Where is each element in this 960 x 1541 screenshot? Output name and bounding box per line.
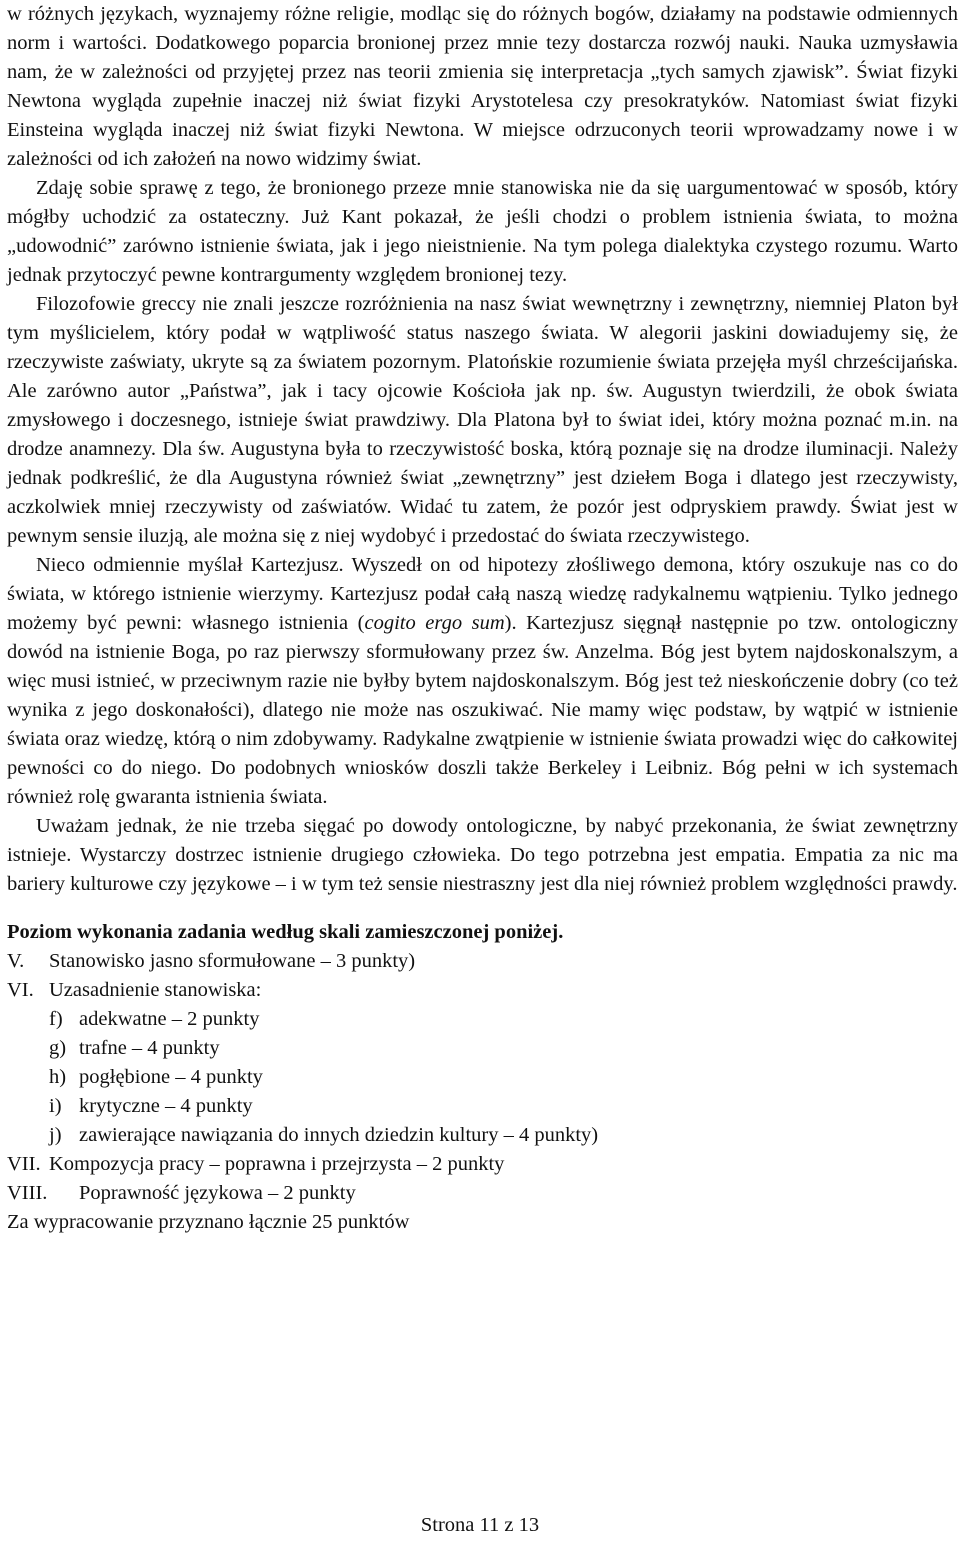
document-page <box>7 0 958 1237</box>
paragraph-intro: w różnych językach, wyznajemy różne religie, modląc się do różnych bogów, działamy na podstawie odmiennych norm i wartości. Dodatkowego poparcia bronionej przez mnie tezy dostarcza rozwój nauki. Nauka uzmysławia nam, że w zależności od przyjętej przez nas teorii zmienia się interpretacja „tych samych zjawisk”. Świat fizyki Newtona wygląda zupełnie inaczej niż świat fizyki Arystotelesa czy presokratyków. Natomiast świat fizyki Einsteina wygląda inaczej niż świat fizyki Newtona. W miejsce odrzuconych teorii wprowadzamy nowe i w zależności od ich założeń na nowo widzimy świat. <box>7 3 958 170</box>
scoring-item-mark: VIII. <box>7 1182 48 1204</box>
scoring-subitem-mark: g) <box>49 1037 67 1059</box>
scoring-item-mark: VI. <box>7 979 34 1001</box>
scoring-subitem-text: trafne – 4 punkty <box>79 1037 220 1059</box>
scoring-subitem-j <box>7 1121 958 1150</box>
paragraph-kant: Zdaję sobie sprawę z tego, że bronionego przeze mnie stanowiska nie da się uargumentować w sposób, który mógłby uchodzić za ostateczny. Już Kant pokazał, że jeśli chodzi o problem istnienia świata, to można „udowodnić” zarówno istnienie świata, jak i jego nieistnienie. Na tym polega dialektyka czystego rozumu. Warto jednak przytoczyć pewne kontrargumenty względem bronionej tezy. <box>7 177 958 286</box>
scoring-item-v <box>7 947 958 976</box>
scoring-subitem-i <box>7 1092 958 1121</box>
scoring-subitem-text: krytyczne – 4 punkty <box>79 1095 253 1117</box>
scoring-section <box>7 918 958 1237</box>
scoring-item-viii <box>7 1179 958 1208</box>
scoring-subitem-h <box>7 1063 958 1092</box>
scoring-item-mark: VII. <box>7 1153 41 1175</box>
scoring-item-text: Uzasadnienie stanowiska: <box>49 979 262 1001</box>
scoring-subitem-f <box>7 1005 958 1034</box>
scoring-subitem-text: adekwatne – 2 punkty <box>79 1008 260 1030</box>
scoring-item-text: Stanowisko jasno sformułowane – 3 punkty) <box>49 950 416 972</box>
paragraph-descartes-before: Nieco odmiennie myślał Kartezjusz. Wyszedł on od hipotezy złośliwego demona, który oszukuje nas co do świata, w którego istnienie wierzymy. Kartezjusz podał całą naszą wiedzę radykalnemu wątpieniu. Tylko jednego możemy być pewni: własnego istnienia ( <box>7 554 958 634</box>
scoring-item-vii <box>7 1150 958 1179</box>
scoring-item-vi <box>7 976 958 1005</box>
scoring-item-text: Poprawność językowa – 2 punkty <box>79 1182 356 1204</box>
scoring-subitem-mark: f) <box>49 1008 63 1030</box>
cogito-ergo-sum: cogito ergo sum <box>364 612 505 634</box>
scoring-heading: Poziom wykonania zadania według skali zamieszczonej poniżej. <box>7 921 564 943</box>
paragraph-empathy: Uważam jednak, że nie trzeba sięgać po dowody ontologiczne, by nabyć przekonania, że świat zewnętrzny istnieje. Wystarczy dostrzec istnienie drugiego człowieka. Do tego potrzebna jest empatia. Empatia za nic ma bariery kulturowe czy językowe – i w tym też sensie niestraszny jest dla niej również problem względności prawdy. <box>7 815 958 895</box>
scoring-subitem-mark: h) <box>49 1066 67 1088</box>
scoring-subitem-mark: i) <box>49 1095 62 1117</box>
scoring-subitem-mark: j) <box>49 1124 62 1146</box>
scoring-summary: Za wypracowanie przyznano łącznie 25 punktów <box>7 1211 410 1233</box>
paragraph-descartes <box>7 551 958 812</box>
paragraph-descartes-after: ). Kartezjusz sięgnął następnie po tzw. ontologiczny dowód na istnienie Boga, po raz pierwszy sformułowany przez św. Anzelma. Bóg jest bytem najdoskonalszym, a więc musi istnieć, w przeciwnym razie nie byłby bytem najdoskonalszym. Bóg jest też nieskończenie dobry (co też wynika z jego doskonałości), dlatego nie może nas oszukiwać. Nie mamy więc podstaw, by wątpić w istnienie świata oraz wiedzę, którą o nim zdobywamy. Radykalne zwątpienie w istnienie świata prowadzi więc do całkowitej pewności co do niego. Do podobnych wniosków doszli także Berkeley i Leibniz. Bóg pełni w ich systemach również rolę gwaranta istnienia świata. <box>7 612 958 808</box>
page-number: Strona 11 z 13 <box>420 1514 540 1536</box>
scoring-item-text: Kompozycja pracy – poprawna i przejrzysta – 2 punkty <box>49 1153 505 1175</box>
paragraph-plato: Filozofowie greccy nie znali jeszcze rozróżnienia na nasz świat wewnętrzny i zewnętrzny, niemniej Platon był tym myślicielem, który podał w wątpliwość status naszego świata. W alegorii jaskini dowiadujemy się, że rzeczywiste zaświaty, ukryte są za światem pozornym. Platońskie rozumienie świata przejęła myśl chrześcijańska. Ale zarówno autor „Państwa”, jak i tacy ojcowie Kościoła jak np. św. Augustyn twierdzili, że obok świata zmysłowego i doczesnego, istnieje świat prawdziwy. Dla Platona był to świat idei, który można poznać m.in. na drodze anamnezy. Dla św. Augustyna była to rzeczywistość boska, którą poznaje się na drodze iluminacji. Należy jednak podkreślić, że dla Augustyna również świat „zewnętrzny” jest dziełem Boga i dlatego jest rzeczywisty, aczkolwiek mniej rzeczywisty od zaświatów. Widać tu zatem, że pozór jest odpryskiem prawdy. Świat jest w pewnym sensie iluzją, ale można się z niej wydobyć i przedostać do świata rzeczywistego. <box>7 293 958 547</box>
scoring-subitem-text: pogłębione – 4 punkty <box>79 1066 263 1088</box>
scoring-item-mark: V. <box>7 950 25 972</box>
scoring-subitem-text: zawierające nawiązania do innych dziedzin kultury – 4 punkty) <box>79 1124 599 1146</box>
scoring-subitem-g <box>7 1034 958 1063</box>
